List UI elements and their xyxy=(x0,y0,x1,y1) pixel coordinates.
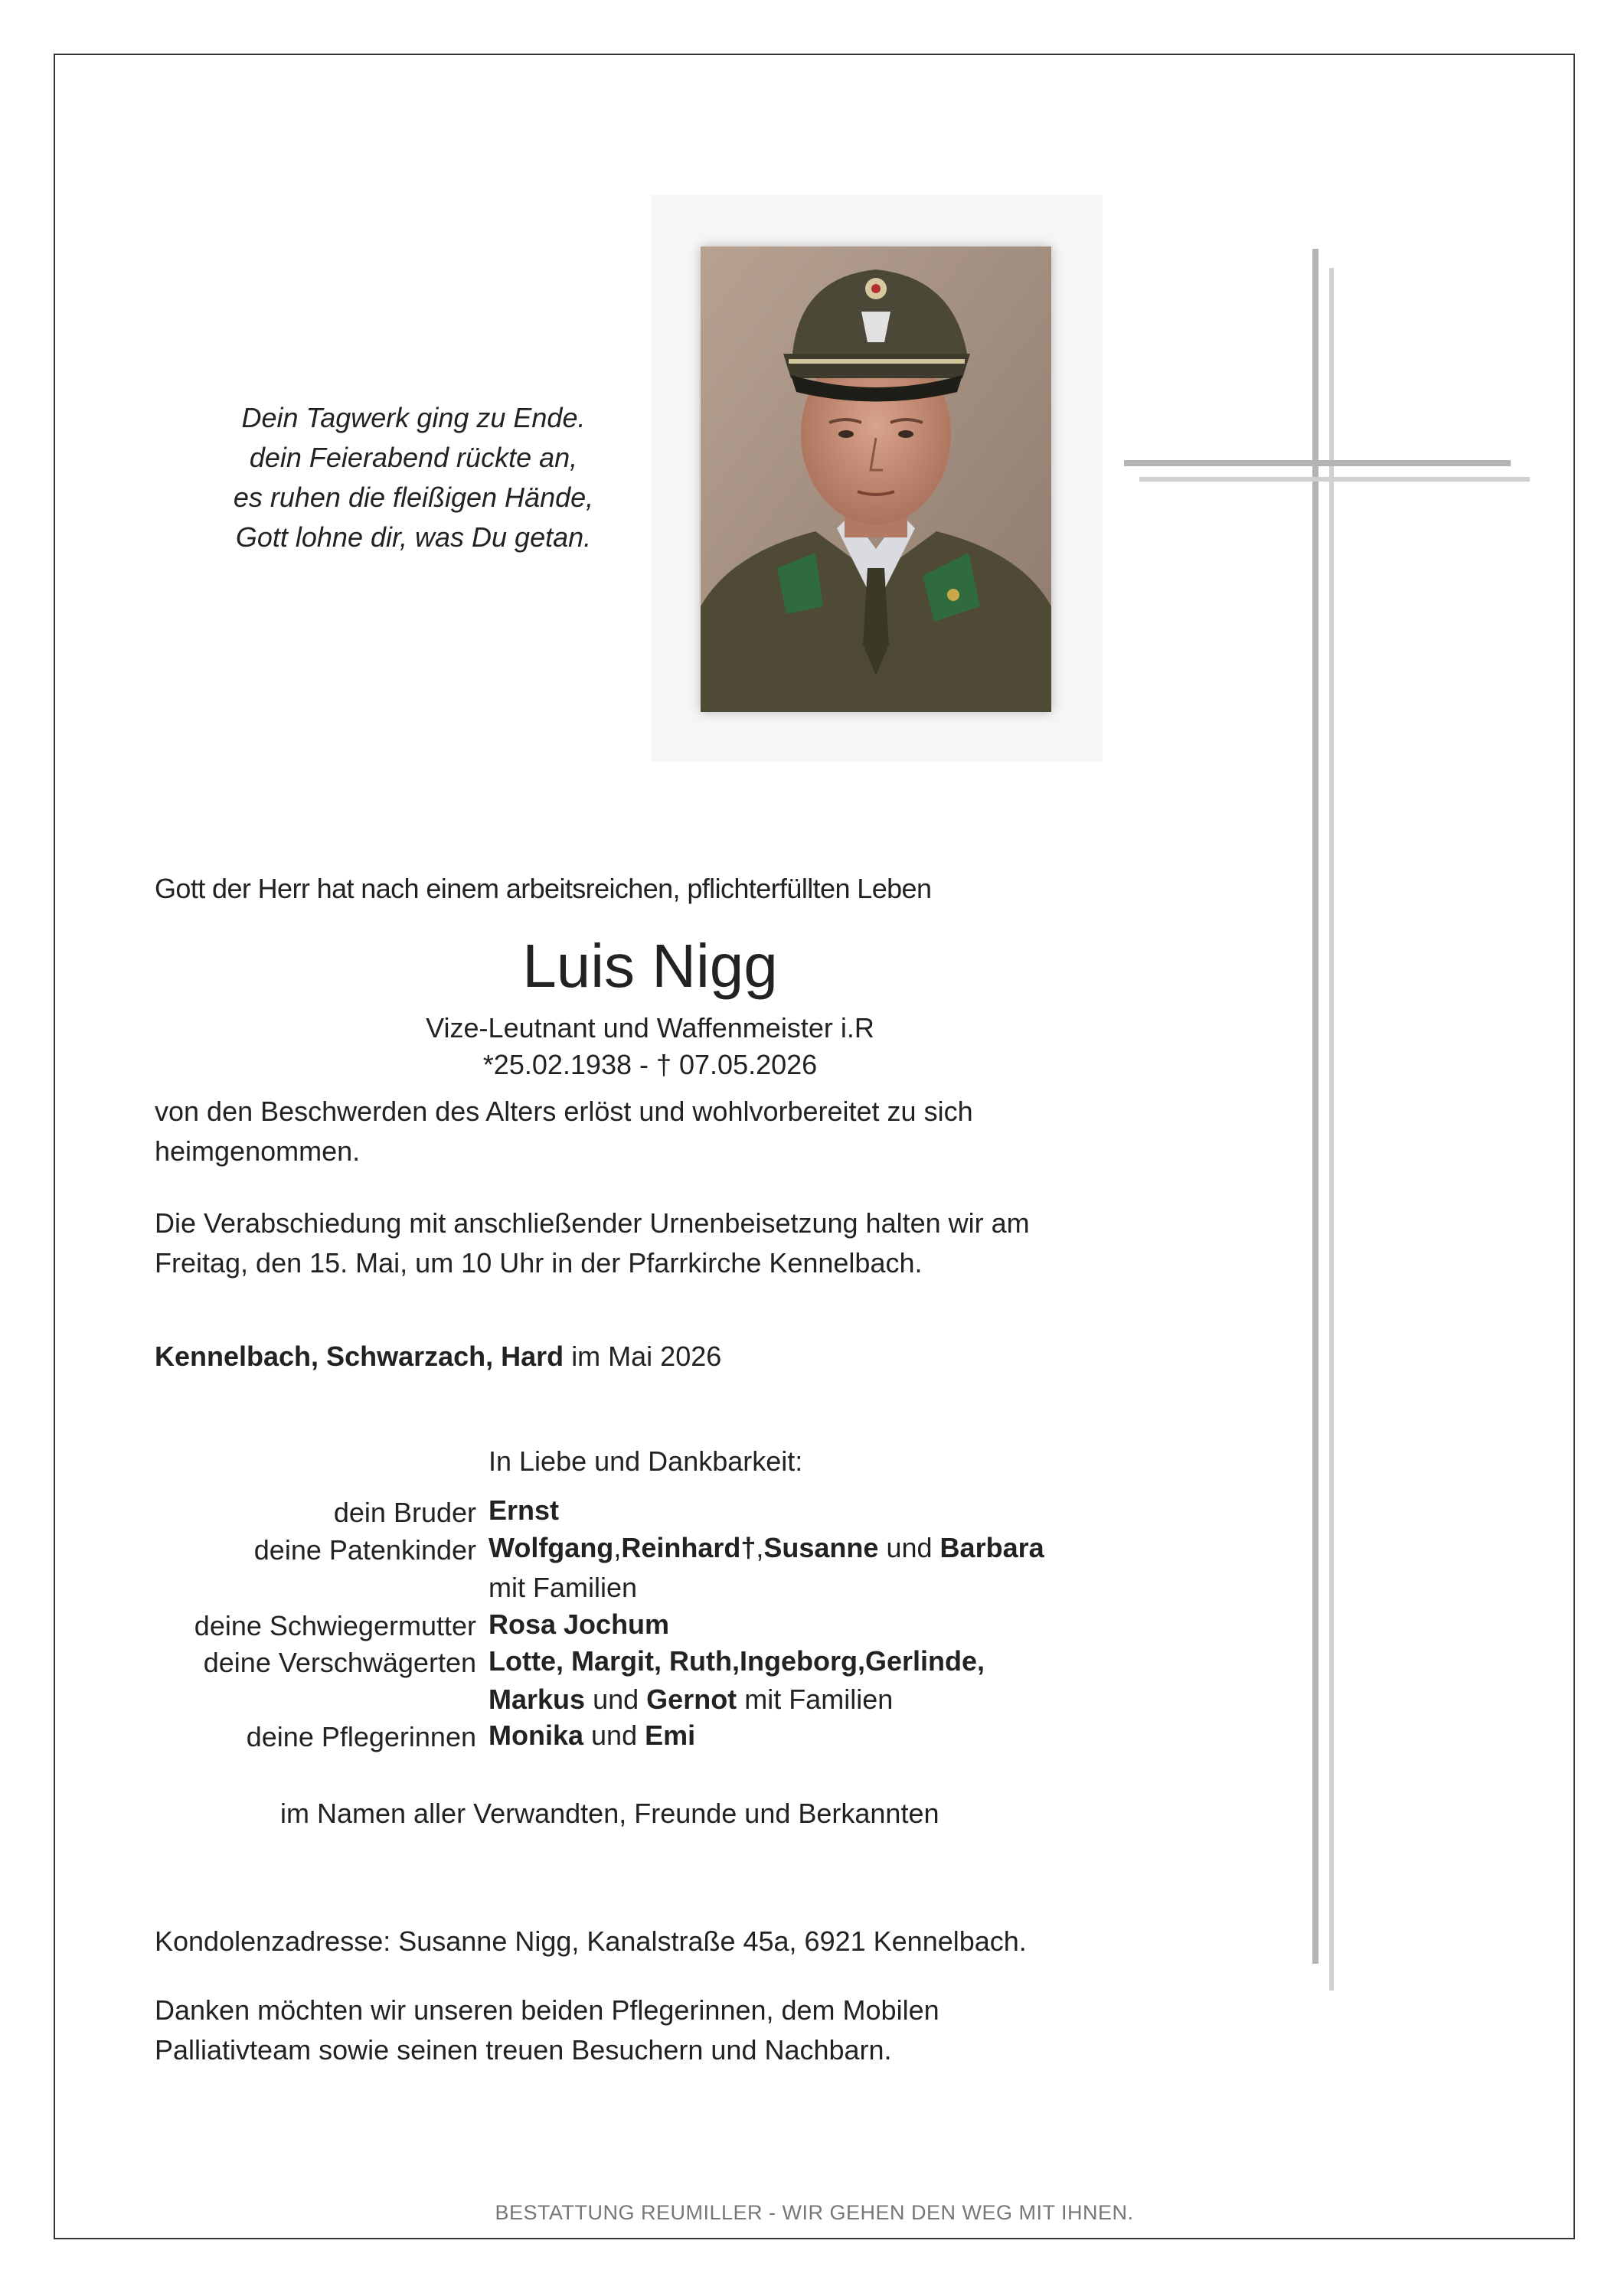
intro-text: Gott der Herr hat nach einem arbeitsreichen, pflichterfüllten Leben xyxy=(155,873,932,904)
poem-line: Gott lohne dir, was Du getan. xyxy=(235,521,592,553)
deceased-rank: Vize-Leutnant und Waffenmeister i.R xyxy=(426,1012,874,1043)
name-monika: Monika xyxy=(489,1720,584,1751)
poem-line: es ruhen die fleißigen Hände, xyxy=(233,482,594,513)
released-paragraph xyxy=(155,1092,1165,1171)
names-verschwaegerten-line1 xyxy=(489,1645,985,1677)
cross-vertical-bar xyxy=(1312,249,1318,1964)
name-rosa-jochum: Rosa Jochum xyxy=(489,1609,670,1640)
name-gernot: Gernot xyxy=(646,1684,737,1715)
paragraph-line: heimgenommen. xyxy=(155,1135,361,1167)
label-schwiegermutter: deine Schwiegermutter xyxy=(194,1610,476,1641)
places: Kennelbach, Schwarzach, Hard xyxy=(155,1341,564,1372)
portrait-photo xyxy=(701,247,1051,712)
names-bruder xyxy=(489,1494,559,1527)
name-markus: Markus xyxy=(489,1684,586,1715)
names-patenkinder xyxy=(489,1532,1044,1564)
names-pflegerinnen xyxy=(489,1720,695,1752)
condolence-address: Kondolenzadresse: Susanne Nigg, Kanalstraße 45a, 6921 Kennelbach. xyxy=(155,1925,1027,1957)
cross-horizontal-shadow xyxy=(1139,477,1530,482)
name-reinhard: Reinhard† xyxy=(621,1532,756,1563)
patenkinder-families: mit Familien xyxy=(489,1572,638,1603)
name-emi: Emi xyxy=(645,1720,696,1751)
paragraph-line: von den Beschwerden des Alters erlöst und wohlvorbereitet zu sich xyxy=(155,1096,973,1127)
cross-horizontal-bar xyxy=(1124,460,1511,466)
place-date-line xyxy=(155,1341,721,1373)
family-heading: In Liebe und Dankbarkeit: xyxy=(489,1445,803,1477)
paragraph-line: Danken möchten wir unseren beiden Pflegerinnen, dem Mobilen xyxy=(155,1994,939,2026)
name-ernst: Ernst xyxy=(489,1494,560,1526)
conjunction: und xyxy=(886,1532,933,1563)
conjunction: und xyxy=(591,1720,638,1751)
poem-line: dein Feierabend rückte an, xyxy=(249,442,578,473)
label-pflegerinnen: deine Pflegerinnen xyxy=(246,1721,476,1752)
poem-line: Dein Tagwerk ging zu Ende. xyxy=(241,402,586,433)
cross-vertical-shadow xyxy=(1329,268,1334,1991)
paragraph-line: Palliativteam sowie seinen treuen Besuchern und Nachbarn. xyxy=(155,2034,892,2066)
families-note: mit Familien xyxy=(744,1684,894,1715)
names-verschwaegerten: Lotte, Margit, Ruth,Ingeborg,Gerlinde, xyxy=(489,1645,985,1677)
separator: , xyxy=(756,1532,764,1563)
label-verschwaegerten: deine Verschwägerten xyxy=(203,1647,476,1678)
label-patenkinder: deine Patenkinder xyxy=(253,1534,476,1566)
farewell-paragraph xyxy=(155,1204,1165,1283)
deceased-name: Luis Nigg xyxy=(522,932,778,1000)
name-susanne: Susanne xyxy=(763,1532,879,1563)
portrait-image xyxy=(701,247,1051,712)
separator: , xyxy=(613,1532,622,1563)
names-schwiegermutter xyxy=(489,1609,669,1641)
label-bruder: dein Bruder xyxy=(333,1497,476,1528)
names-verschwaegerten-line2 xyxy=(489,1684,893,1716)
name-barbara: Barbara xyxy=(939,1532,1044,1563)
paragraph-line: Die Verabschiedung mit anschließender Urnenbeisetzung halten wir am xyxy=(155,1207,1030,1239)
conjunction: und xyxy=(593,1684,639,1715)
on-behalf-line: im Namen aller Verwandten, Freunde und Berkannten xyxy=(280,1798,939,1829)
memorial-poem xyxy=(153,398,674,557)
life-dates: *25.02.1938 - † 07.05.2026 xyxy=(482,1049,818,1080)
thanks-paragraph xyxy=(155,1991,1165,2070)
funeral-home-footer: BESTATTUNG REUMILLER - WIR GEHEN DEN WEG MIT IHNEN. xyxy=(495,2201,1134,2224)
place-date: im Mai 2026 xyxy=(571,1341,722,1372)
name-wolfgang: Wolfgang xyxy=(489,1532,614,1563)
paragraph-line: Freitag, den 15. Mai, um 10 Uhr in der Pfarrkirche Kennelbach. xyxy=(155,1247,923,1279)
